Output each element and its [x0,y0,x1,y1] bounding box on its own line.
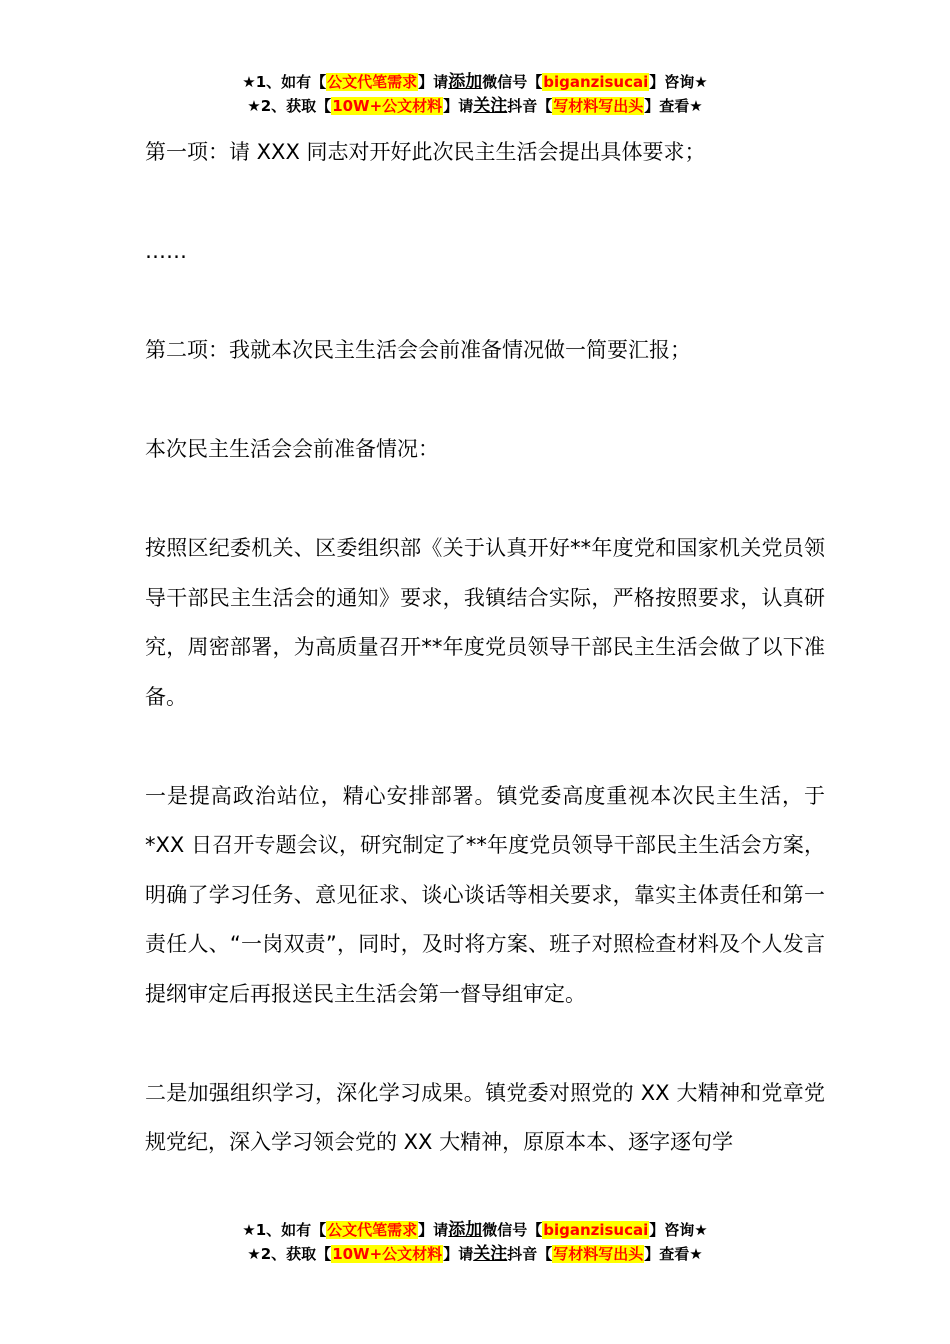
paragraph-point-1: 一是提高政治站位，精心安排部署。镇党委高度重视本次民主生活，于*XX 日召开专题会议，研究制定了**年度党员领导干部民主生活会方案，明确了学习任务、意见征求、谈心谈话等相关要求，靠实主体责任和第一责任人、“一岗双责”，同时，及时将方案、班子对照检查材料及个人发言提纲审定后再报送民主生活会第一督导组审定。 [145,783,825,1006]
promo-line-2-prefix: ★2、获取【 [247,1245,332,1263]
promo-highlight-wechat-id: biganzisucai [543,73,649,91]
promo-line-2-prefix: ★2、获取【 [247,97,332,115]
promo-line-1 [0,1218,950,1242]
promo-line-1-prefix: ★1、如有【 [242,1221,327,1239]
paragraph-intro: 按照区纪委机关、区委组织部《关于认真开好**年度党和国家机关党员领导干部民主生活会的通知》要求，我镇结合实际，严格按照要求，认真研究，周密部署，为高质量召开**年度党员领导干部民主生活会做了以下准备。 [145,536,825,709]
promo-highlight-douyin: 写材料写出头 [553,97,644,115]
promo-line-1-mid1: 】请 [418,73,449,91]
promo-emphasis-follow: 关注 [473,1244,508,1264]
promo-line-2 [0,94,950,118]
promo-highlight-materials: 10W+公文材料 [332,1245,443,1263]
promo-line-2-mid1: 】请 [443,1245,474,1263]
agenda-item-1: 第一项：请 XXX 同志对开好此次民主生活会提出具体要求； [145,140,706,164]
paragraph-point-2: 二是加强组织学习，深化学习成果。镇党委对照党的 XX 大精神和党章党规党纪，深入学习领会党的 XX 大精神，原原本本、逐字逐句学 [145,1080,825,1154]
promo-line-1 [0,70,950,94]
promo-line-1-suffix: 】咨询★ [649,73,708,91]
ellipsis: …… [145,239,187,263]
promo-highlight-wechat-id: biganzisucai [543,1221,649,1239]
document-body [145,128,825,1168]
promo-highlight-service: 公文代笔需求 [327,73,418,91]
section-heading: 本次民主生活会会前准备情况： [145,437,439,461]
promo-line-1-mid2: 微信号【 [482,1221,543,1239]
promo-line-2-mid2: 抖音【 [507,1245,553,1263]
promo-emphasis-add: 添加 [448,1220,483,1240]
promo-highlight-douyin: 写材料写出头 [553,1245,644,1263]
promo-line-2-mid2: 抖音【 [507,97,553,115]
promo-line-1-prefix: ★1、如有【 [242,73,327,91]
promo-highlight-materials: 10W+公文材料 [332,97,443,115]
promo-line-1-mid1: 】请 [418,1221,449,1239]
agenda-item-2: 第二项：我就本次民主生活会会前准备情况做一简要汇报； [145,338,691,362]
promo-line-2-mid1: 】请 [443,97,474,115]
footer-promo-banner [0,1218,950,1266]
promo-emphasis-follow: 关注 [473,96,508,116]
promo-line-1-suffix: 】咨询★ [649,1221,708,1239]
promo-line-2-suffix: 】查看★ [644,1245,703,1263]
promo-highlight-service: 公文代笔需求 [327,1221,418,1239]
promo-line-2 [0,1242,950,1266]
header-promo-banner [0,70,950,118]
promo-line-1-mid2: 微信号【 [482,73,543,91]
promo-emphasis-add: 添加 [448,72,483,92]
promo-line-2-suffix: 】查看★ [644,97,703,115]
